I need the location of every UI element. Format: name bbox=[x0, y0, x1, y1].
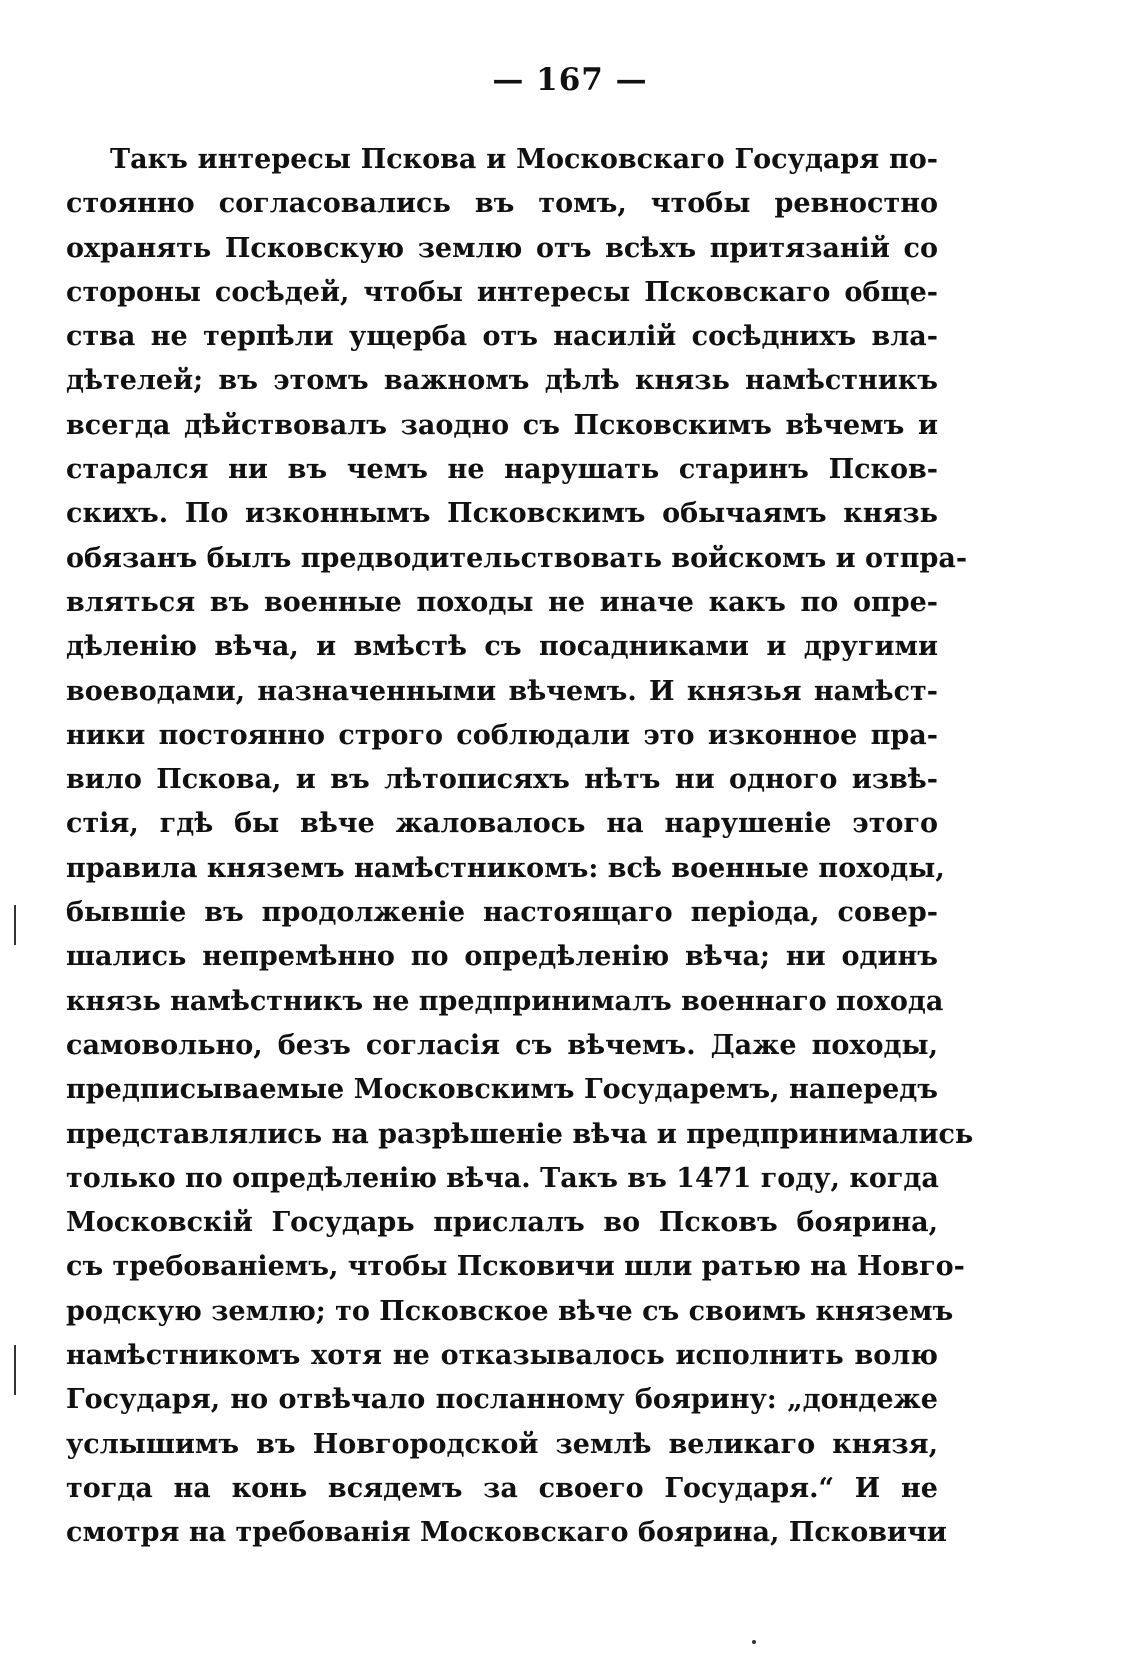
text-line: дѣленію вѣча, и вмѣстѣ съ посадниками и другими bbox=[66, 631, 938, 663]
text-line: воеводами, назначенными вѣчемъ. И князья намѣст- bbox=[66, 675, 938, 707]
text-line: Такъ интересы Пскова и Московскаго Государя по- bbox=[110, 144, 938, 175]
body-text bbox=[66, 138, 974, 1556]
text-line: скихъ. По изконнымъ Псковскимъ обычаямъ князь bbox=[66, 498, 938, 530]
margin-scan-mark bbox=[14, 905, 16, 945]
text-line: предписываемые Московскимъ Государемъ, напередъ bbox=[66, 1074, 938, 1106]
text-line: съ требованіемъ, чтобы Псковичи шли ратью на Новго- bbox=[66, 1251, 965, 1283]
text-line: Московскій Государь прислалъ во Псковъ боярина, bbox=[66, 1207, 938, 1239]
text-line: стоянно согласовались въ томъ, чтобы ревностно bbox=[66, 188, 938, 220]
text-line: тогда на конь всядемъ за своего Государя.“ И не bbox=[66, 1472, 938, 1504]
text-line: старался ни въ чемъ не нарушать старинъ Псков- bbox=[66, 454, 938, 486]
text-line: ства не терпѣли ущерба отъ насилій сосѣднихъ вла- bbox=[66, 321, 938, 353]
text-line: вило Пскова, и въ лѣтописяхъ нѣтъ ни одного извѣ- bbox=[66, 764, 938, 796]
text-line: родскую землю; то Псковское вѣче съ своимъ княземъ bbox=[66, 1295, 954, 1327]
text-line: всегда дѣйствовалъ заодно съ Псковскимъ вѣчемъ и bbox=[66, 409, 938, 441]
text-line: услышимъ въ Новгородской землѣ великаго князя, bbox=[66, 1428, 938, 1460]
text-line: ники постоянно строго соблюдали это изконное пра- bbox=[66, 719, 938, 751]
text-line: Государя, но отвѣчало посланному боярину: „дондеже bbox=[66, 1384, 938, 1416]
text-line: стія, гдѣ бы вѣче жаловалось на нарушеніе этого bbox=[66, 808, 938, 840]
text-line: обязанъ былъ предводительствовать войскомъ и отпра- bbox=[66, 542, 968, 574]
text-line: шались непремѣнно по опредѣленію вѣча; ни одинъ bbox=[66, 941, 938, 973]
page-number: — 167 — bbox=[492, 62, 648, 98]
text-line: смотря на требованія Московскаго боярина, Псковичи bbox=[66, 1517, 947, 1549]
text-line: только по опредѣленію вѣча. Такъ въ 1471 году, когда bbox=[66, 1162, 939, 1194]
text-line: представлялись на разрѣшеніе вѣча и предпринимались bbox=[66, 1118, 974, 1150]
margin-scan-mark bbox=[14, 1345, 16, 1395]
text-line: вляться въ военные походы не иначе какъ по опре- bbox=[66, 586, 938, 618]
text-line: князь намѣстникъ не предпринималъ военнаго похода bbox=[66, 985, 944, 1017]
text-line: дѣтелей; въ этомъ важномъ дѣлѣ князь намѣстникъ bbox=[66, 365, 938, 397]
text-line: бывшіе въ продолженіе настоящаго періода, совер- bbox=[66, 897, 938, 929]
text-line: охранять Псковскую землю отъ всѣхъ притязаній со bbox=[66, 232, 938, 264]
text-line: стороны сосѣдей, чтобы интересы Псковскаго обще- bbox=[66, 276, 938, 308]
text-line: правила княземъ намѣстникомъ: всѣ военные походы, bbox=[66, 852, 945, 884]
text-line: самовольно, безъ согласія съ вѣчемъ. Даже походы, bbox=[66, 1029, 938, 1061]
scan-speck bbox=[752, 1640, 756, 1644]
text-line: намѣстникомъ хотя не отказывалось исполнить волю bbox=[66, 1340, 938, 1372]
